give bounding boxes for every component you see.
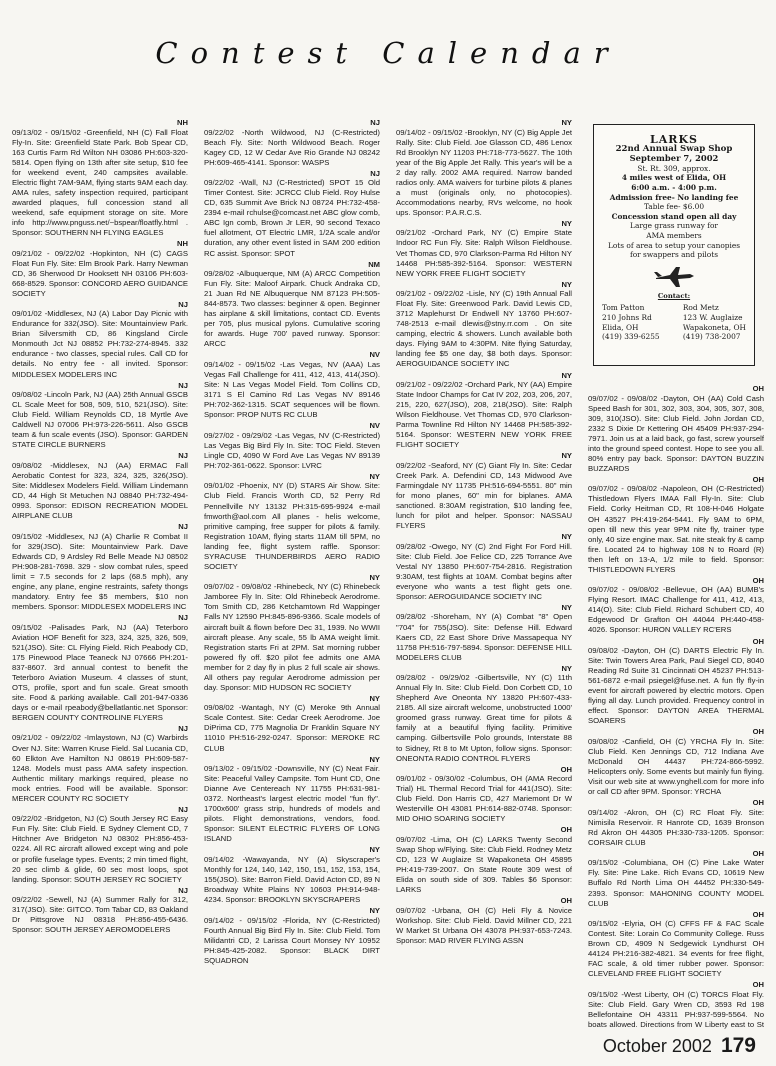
- state-heading: NJ: [178, 804, 188, 814]
- entry-text: 09/21/02 - 09/22/02 -Lisle, NY (C) 19th Annual Fall Float Fly. Site: Greenwood Park. David Lewis CD, 3712 Maplehurst Dr Endwell NY 13760 PH:607-748-2513 e-mail dlewis@stny.rr.com . On site camping, electric & showers. Lunch available both days. Flying 9AM to 4:30PM. Nite flying Saturday, landing fee $5 one day, $8 both days. Sponsor: AEROGUIDANCE SOCIETY INC: [396, 289, 572, 369]
- page-number: 179: [720, 1034, 756, 1057]
- calendar-entry: [588, 637, 764, 727]
- calendar-entry: [588, 980, 764, 1029]
- calendar-entry: [204, 694, 380, 754]
- state-heading: OH: [560, 896, 572, 906]
- state-heading: NY: [369, 693, 380, 703]
- entry-text: 09/07/02 - 09/08/02 -Bellevue, OH (AA) BUMB's Flying Resort. IMAC Challenge for 411, 412, 413, 414(O). Site: Club Field. Richard Schubert CD, 40 Edgewood Dr Grafton OH 44044 PH:440-458-4026. Sponsor: HURON VALLEY RC'ERS: [588, 585, 764, 635]
- calendar-entry: [396, 280, 572, 370]
- entry-text: 09/15/02 -Columbiana, OH (C) Pine Lake Water Fly. Site: Pine Lake. Rich Evans CD, 10619 New Buffalo Rd North Lima OH 44452 PH:330-549-2393. Sponsor: MAHONING COUNTY MODEL CLUB: [588, 858, 764, 908]
- state-heading: OH: [752, 636, 764, 646]
- state-heading: NJ: [178, 299, 188, 309]
- calendar-entry: [204, 260, 380, 350]
- calendar-entry: [396, 219, 572, 279]
- state-heading: NJ: [178, 885, 188, 895]
- ad-line: St. Rt. 309, approx.: [637, 163, 711, 173]
- contact-street: 123 W. Auglaize: [682, 312, 743, 322]
- state-heading: OH: [752, 575, 764, 585]
- calendar-entry: [396, 532, 572, 602]
- state-heading: NJ: [178, 613, 188, 623]
- entry-text: 09/27/02 - 09/29/02 -Las Vegas, NV (C-Restricted) Las Vegas Big Bird Fly In. Site: TOC Field. Steven Lingle CD, 4090 W Ford Ave Las Vegas NV 89139 PH:702-361-0622. Sponsor: LVRC: [204, 430, 380, 470]
- contact-phone: (419) 738-2007: [682, 332, 741, 342]
- state-heading: OH: [752, 384, 764, 393]
- state-heading: NY: [369, 845, 380, 855]
- entry-text: 09/08/02 -Middlesex, NJ (AA) ERMAC Fall Aerobatic Contest for 323, 324, 325, 326(JSO). Site: Middlesex Modelers Field. William Lindemann CD, 44 High St Metuchen NJ 08840 PH:732-494-0993. Sponsor: EDISON RECREATION MODEL AIRPLANE CLUB: [12, 460, 188, 521]
- state-heading: OH: [752, 848, 764, 858]
- calendar-entry: [12, 522, 188, 612]
- entry-text: 09/14/02 - 09/15/02 -Florida, NY (C-Restricted) Fourth Annual Big Bird Fly In. Site: Club Field. Tom Milidantri CD, 2 Larissa Court Monsey NY 10952 PH:845-425-2082. Sponsor: BLACK DIRT SQUADRON: [204, 915, 380, 965]
- calendar-entry: [396, 371, 572, 451]
- calendar-entry: [396, 118, 572, 218]
- state-heading: NY: [369, 471, 380, 481]
- state-heading: NM: [368, 259, 380, 269]
- state-heading: OH: [752, 727, 764, 737]
- calendar-entry: [396, 765, 572, 825]
- state-heading: NY: [369, 754, 380, 764]
- state-heading: OH: [752, 474, 764, 484]
- entry-text: 09/14/02 -Wawayanda, NY (A) Skyscraper's Monthly for 124, 140, 142, 150, 151, 152, 153, 154, 155(JSO). Site: Barron Field. David Acton CD, 89 N Broadway White Plains NY 10603 PH:914-948-4234. Sponsor: BROOKLYN SKYSCRAPERS: [204, 854, 380, 905]
- calendar-entry: [588, 849, 764, 909]
- entry-text: 09/14/02 - 09/15/02 -Brooklyn, NY (C) Big Apple Jet Rally. Site: Club Field. Joe Glasson CD, 486 Lenox Rd Brooklyn NY 11203 PH:718-773-5627. The 10th year of the Big Apple Jet Rally. This year's will be a 2 day rally. 2002 AMA required. Narrow banded radios only. AMA waivers for turbine pilots & planes a must (originals only, no photocopies). Accommodations nearby, RVs welcome, no hook ups. Sponsor: P.A.R.C.S.: [396, 127, 572, 217]
- entry-text: 09/28/02 -Albuquerque, NM (A) ARCC Competition Fun Fly. Site: Maloof Airpark. Chuck Andraka CD, 21 Juan Rd NE Albuquerque NM 87123 PH:505-844-8573. Two classes: beginner & open. Beginner has airplane & skill limitations, contact CD. Events per 705, plus musical pylons. Cumulative scoring for awards. Huge 700' paved runway. Sponsor: ARCC: [204, 269, 380, 349]
- entry-text: 09/22/02 -Sewell, NJ (A) Summer Rally for 312, 317(JSO). Site: GITCO. Tom Tabar CD, 83 Oakland Dr Pittsgrove NJ 08318 PH:856-455-6436. Sponsor: SOUTH JERSEY AEROMODELERS: [12, 895, 188, 935]
- entry-text: 09/07/02 -Urbana, OH (C) Heli Fly & Novice Workshop. Site: Club Field. David Millner CD, 221 W Market St Urbana OH 43078 PH:937-653-7243. Sponsor: MAD RIVER FLYING ASSN: [396, 905, 572, 945]
- state-heading: OH: [560, 764, 572, 774]
- ad-event-title: 22nd Annual Swap Shop: [615, 143, 733, 154]
- entry-text: 09/01/02 - 09/30/02 -Columbus, OH (AMA Record Trial) HL Thermal Record Trial for 441(JSO). Site: Club Field. Don Harris CD, 427 Mariemont Dr W Westerville OH 43081 PH:614-882-0748. Sponsor: MID OHIO SOARING SOCIETY: [396, 774, 572, 824]
- entry-text: 09/07/02 -Lima, OH (C) LARKS Twenty Second Swap Shop w/Flying. Site: Club Field. Rodney Metz CD, 123 W Auglaize St Wapakoneta OH 45895 PH:419-739-2007. On State Route 309 west of Elida on south side of 309. Tables $6 Sponsor: LARKS: [396, 834, 572, 895]
- calendar-entry: [204, 350, 380, 420]
- state-heading: NY: [561, 663, 572, 673]
- ad-contacts: [594, 303, 754, 341]
- state-heading: NJ: [370, 168, 380, 178]
- ad-line: Admission free- No landing fee: [609, 192, 739, 202]
- calendar-entry: [12, 805, 188, 885]
- calendar-entry: [588, 727, 764, 797]
- page-footer: [603, 1034, 756, 1058]
- ad-contact-title: Contact:: [657, 291, 691, 300]
- calendar-entry: [204, 118, 380, 168]
- calendar-entry: [12, 724, 188, 804]
- calendar-entry: [12, 886, 188, 936]
- entry-text: 09/01/02 -Phoenix, NY (D) STARS Air Show. Site: Club Field. Francis Worth CD, 52 Perry Rd Pennellville NY 13132 PH:315-695-9924 e-mail fmworth@aol.com All planes - helis welcome, primitive camping, free supper for pilots & family. Registration 10AM, flying starts 11AM till 5PM, no landing fee, flight system raffle. Sponsor: SYRACUSE THUNDERBIRDS AERO RADIO SOCIETY: [204, 481, 380, 571]
- calendar-entry: [396, 896, 572, 946]
- calendar-entry: [588, 475, 764, 575]
- entry-text: 09/21/02 - 09/22/02 -Hopkinton, NH (C) CAGS Float Fun Fly. Site: Elm Brook Park. Harry Newman CD, 36 Sherwood Dr Hooksett NH 03106 PH:603-668-8529. Sponsor: CONCORD AERO GUIDANCE SOCIETY: [12, 248, 188, 298]
- ad-line: AMA members: [646, 230, 702, 240]
- calendar-entry: [12, 381, 188, 451]
- entry-text: 09/14/02 - 09/15/02 -Las Vegas, NV (AAA) Las Vegas Fall Challenge for 411, 412, 413, 414(JSO). Site: N Las Vegas Model Field. Tom Collins CD, 3171 S El Camino Rd Las Vegas NV 89146 PH:702-362-1315. SCAT sequences will be flown. Sponsor: PROP NUTS RC CLUB: [204, 359, 380, 420]
- state-heading: NJ: [178, 380, 188, 390]
- state-heading: NV: [369, 421, 380, 431]
- calendar-column-3: [396, 118, 572, 1042]
- entry-text: 09/21/02 -Orchard Park, NY (C) Empire State Indoor RC Fun Fly. Site: Ralph Wilson Fieldhouse. Vet Thomas CD, 970 Clarkson-Parma Rd Hilton NY 14468 PH:585-392-5164. Sponsor: WESTERN NEW YORK FREE FLIGHT SOCIETY: [396, 228, 572, 278]
- calendar-entry: [204, 573, 380, 693]
- ad-line: Large grass runway for: [630, 221, 718, 231]
- state-heading: OH: [752, 909, 764, 919]
- state-heading: NY: [561, 451, 572, 461]
- state-heading: NV: [369, 350, 380, 360]
- entry-text: 09/07/02 - 09/08/02 -Dayton, OH (AA) Cold Cash Speed Bash for 301, 302, 303, 304, 305, 307, 308, 309, 310(JSO). Site: Club Field. John Jordan CD, 2332 S Dixie Dr Kettering OH 45409 PH:937-294-7971. Join us at a laid back, go fast, screw yourself into the ground speed contest. Hope to see you all. 80% entry pay back. Sponsor: DAYTON BUZZIN BUZZARDS: [588, 393, 764, 473]
- calendar-entry: [588, 798, 764, 848]
- state-heading: OH: [752, 980, 764, 990]
- calendar-entry: [204, 421, 380, 471]
- ad-logo: LARKS: [650, 133, 698, 146]
- page-title: Contest Calendar: [155, 36, 621, 70]
- entry-text: 09/08/02 -Canfield, OH (C) YRCHA Fly In. Site: Club Field. Ken Jennings CD, 712 Indiana Ave McDonald OH 44437 PH:724-866-5992. Helicopters only. Some events but mainly fun flying. Visit our web site at www.ynghell.com for more info or call CD after 9PM. Sponsor: YRCHA: [588, 736, 764, 797]
- larks-swap-shop-ad: [593, 124, 755, 366]
- calendar-entry: [204, 845, 380, 905]
- state-heading: NY: [561, 532, 572, 542]
- entry-text: 09/15/02 -Palisades Park, NJ (AA) Teterboro Aviation HOF Benefit for 323, 324, 325, 326, 509, 521(JSO). Site: CL Flying Field. Rich Peabody CD, 175 Pinewood Place Teaneck NJ 07666 PH:201-837-8607. 3rd annual contest to benefit the Teterboro Aviation Museum. 4 classes of stunt, OTS, profile, sport and fun scale. Great smooth site. Food & parking available. Call 201-947-0336 days or e-mail rpeabody@bellatlantic.net Sponsor: BERGEN COUNTY CONTROLINE FLYERS: [12, 622, 188, 722]
- ad-line: Concession stand open all day: [611, 211, 737, 221]
- issue-date: October 2002: [602, 1036, 712, 1056]
- calendar-entry: [588, 576, 764, 636]
- state-heading: NY: [561, 370, 572, 380]
- calendar-entry: [204, 472, 380, 572]
- entry-text: 09/07/02 - 09/08/02 -Napoleon, OH (C-Restricted) Thistledown Flyers IMAA Fall Fly-In. Site: Club Field. Corky Heitman CD, Rt 108-H-046 Holgate OH 43527 PH:419-264-5441. Fly 9AM to 6PM, open till new this year 9PM nite fly, trainer type only, 40 size engine max. Sat. nite steak fry & camp fire. Located 24 to highway 108 N to Roard (R) then left on 13-A, 1/2 mile to field. Sponsor: THISTLEDOWN FLYERS: [588, 484, 764, 574]
- entry-text: 09/15/02 -West Liberty, OH (C) TORCS Float Fly. Site: Club Field. Gary Wren CD, 3593 Rd 198 Bellefontaine OH 43311 PH:937-599-5564. No boats allowed. Directions from W Liberty east to St: [588, 989, 764, 1029]
- entry-text: 09/07/02 - 09/08/02 -Rhinebeck, NY (C) Rhinebeck Jamboree Fly In. Site: Old Rhinebeck Aerodrome. Tom Smith CD, 286 Ketchamtown Rd Wappinger Falls NY 12590 PH:845-896-9366. Scale models of aircraft built & flown before Dec 31, 1939. No WWII aircraft please. Any scale, 55 lb AMA weight limit. Registration starts Fri at 2PM. Sat morning rubber powered fly off. $20 pilot fee admits one AMA member for 2 day fly in plus 2 full scale air shows. All others pay regular Aerodrome admission per day. Sponsor: MID HUDSON RC SOCIETY: [204, 582, 380, 692]
- contact-city: Elida, OH: [602, 322, 639, 332]
- calendar-column-2: [204, 118, 380, 1042]
- state-heading: NY: [369, 906, 380, 916]
- calendar-entry: [12, 300, 188, 380]
- entry-text: 09/14/02 -Akron, OH (C) RC Float Fly. Site: Nimisila Reservoir. R Hanrote CD, 1639 Bronson Rd Akron OH 44305 PH:330-733-1205. Sponsor: CORSAIR CLUB: [588, 807, 764, 847]
- entry-text: 09/13/02 - 09/15/02 -Greenfield, NH (C) Fall Float Fly-In. Site: Greenfield State Park. Bob Spear CD, 163 Curtis Farm Rd Wilton NH 03086 PH:603-320-5814. Open flying on 13th after site setup, $10 fee for weekend event, 240 campsites available. Electric flight 7AM-9AM, flying starts 9AM each day. AMA rules, safety inspection required, participant awarded plaques, full concession stand all weekend, safe equipment storage on site. More info http://www.pnguss.net/~bspear/floatfly.html . Sponsor: SOUTHERN NH FLYING EAGLES: [12, 127, 188, 237]
- entry-text: 09/15/02 -Elyria, OH (C) CFFS FF & FAC Scale Contest. Site: Lorain Co Community College. Russ Brown CD, 4909 N Sedgewick Lyndhurst OH 44124 PH:216-382-4821. 34 events for free flight, FAC scale, & old timer rubber power. Sponsor: CLEVELAND FREE FLIGHT SOCIETY: [588, 919, 764, 979]
- state-heading: NY: [561, 279, 572, 289]
- ad-line: 6:00 a.m. - 4:00 p.m.: [631, 182, 717, 192]
- calendar-entry: [12, 118, 188, 238]
- entry-text: 09/28/02 -Owego, NY (C) 2nd Fight For Ford Hill. Site: Club Field. Joe Felice CD, 225 Torrance Ave Vestal NY 13850 PH:607-754-2816. Registration 9:30AM, test flights at 10AM. Combat begins after everyone who wants a test flight gets one. Sponsor: AEROGUIDANCE SOCIETY INC: [396, 541, 572, 601]
- state-heading: NY: [369, 572, 380, 582]
- calendar-entry: [396, 451, 572, 531]
- calendar-column-1: [12, 118, 188, 1042]
- ad-contact: [602, 303, 660, 341]
- calendar-entry: [396, 825, 572, 895]
- state-heading: NH: [177, 118, 188, 127]
- state-heading: NY: [561, 218, 572, 228]
- calendar-entry: [588, 384, 764, 474]
- entry-text: 09/21/02 - 09/22/02 -Orchard Park, NY (AA) Empire State Indoor Champs for Cat IV 202, 203, 206, 207, 215, 220, 627(JSO), 208, 218(JSO). Site: Ralph Wilson Fieldhouse. Vet Thomas CD, 970 Clarkson-Parma Townline Rd Hilton NY 14468 PH:585-392-5164. Sponsor: WESTERN NEW YORK FREE FLIGHT SOCIETY: [396, 380, 572, 450]
- entry-text: 09/08/02 -Lincoln Park, NJ (AA) 25th Annual GSCB CL Scale Meet for 508, 509, 510, 521(JSO). Site: Club Field. William Reynolds CD, 18 Myrtle Ave Caldwell NJ 07006 PH:973-226-5611. Also GSCB team & fun scale events (JSO). Sponsor: GARDEN STATE CIRCLE BURNERS: [12, 390, 188, 450]
- state-heading: NJ: [370, 118, 380, 127]
- entry-text: 09/01/02 -Middlesex, NJ (A) Labor Day Picnic with Endurance for 332(JSO). Site: Mountainview Park. Brian Silversmith CD, 86 Kingsland Circle Monmouth Jct NJ 08852 PH:732-274-8945. 332 endurance - two classes, special rules. Call CD for details. No entry fee - all invited. Sponsor: MIDDLESEX MODELERS INC: [12, 309, 188, 379]
- calendar-entry: [12, 451, 188, 521]
- contact-city: Wapakoneta, OH: [682, 322, 746, 332]
- entry-text: 09/13/02 - 09/15/02 -Downsville, NY (C) Neat Fair. Site: Peaceful Valley Campsite. Tom Hunt CD, One Dianne Ave Centereach NY 11755 PH:631-981-0372. Northeast's largest electric model "fun fly". 1700x600' grass strip, hundreds of models and pilots. Flight demonstrations, vendors, food. Sponsor: SILENT ELECTRIC FLYERS OF LONG ISLAND: [204, 764, 380, 844]
- state-heading: NJ: [178, 723, 188, 733]
- state-heading: NY: [561, 118, 572, 127]
- entry-text: 09/22/02 -Seaford, NY (C) Giant Fly In. Site: Cedar Creek Park. A. Defendini CD, 143 Midwood Ave Farmingdale NY 11735 PH:516-694-5551. 80" min for mono planes, 60" min for biplanes. AMA sanctioned. 8:30AM registration, $10 landing fee, lunch for pilot and helper. Sponsor: NASSAU FLYERS: [396, 460, 572, 531]
- calendar-entry: [12, 613, 188, 723]
- state-heading: NJ: [178, 522, 188, 532]
- calendar-entry: [204, 755, 380, 845]
- calendar-entry: [588, 910, 764, 980]
- contact-name: Rod Metz: [682, 303, 719, 313]
- entry-text: 09/22/02 -North Wildwood, NJ (C-Restricted) Beach Fly. Site: North Wildwood Beach. Roger Kagey CD, 12 W Cedar Ave Rio Grande NJ 08242 PH:609-465-4141. Sponsor: WASPS: [204, 127, 380, 167]
- ad-line: Lots of area to setup your canopies: [607, 240, 741, 250]
- state-heading: NY: [561, 602, 572, 612]
- ad-contact: [683, 303, 746, 341]
- state-heading: NH: [177, 239, 188, 249]
- calendar-column-4: [588, 384, 764, 1029]
- entry-text: 09/28/02 - 09/29/02 -Gilbertsville, NY (C) 11th Annual Fly In. Site: Club Field. Don Corbett CD, 10 Shepherd Ave Oneonta NY 13820 PH:607-433-2185. All size aircraft welcome, unobstructed 1000' groomed grass runway. Great time for pilots & family at a beautiful flying facility. Primitive camping. Gilbertsville Polo grounds, Interstate 88 to Sidney, Rt 8 to Mt Upton, follow signs. Sponsor: ONEONTA RADIO CONTROL FLYERS: [396, 673, 572, 763]
- calendar-entry: [396, 664, 572, 764]
- entry-text: 09/15/02 -Middlesex, NJ (A) Charlie R Combat II for 329(JSO). Site: Mountainview Park. Dave Edwards CD, 9 Ardsley Rd Belle Meade NJ 08502 PH:908-281-7698. 329 - slow combat rules, speed limit = 7.5 seconds for 2 laps (68.5 mph), any engine, any plane, engine restraints, safety thongs mandatory. Entry fee $5 members, $10 non members. Sponsor: MIDDLESEX MODELERS INC: [12, 531, 188, 611]
- state-heading: NJ: [178, 451, 188, 461]
- contact-phone: (419) 339-6255: [602, 332, 660, 342]
- ad-line: Table fee- $6.00: [643, 202, 705, 212]
- contact-name: Tom Patton: [602, 303, 645, 313]
- airplane-icon: [652, 264, 696, 290]
- entry-text: 09/22/02 -Bridgeton, NJ (C) South Jersey RC Easy Fun Fly. Site: Club Field. E Sydney Clement CD, 7 Hitchner Ave Bridgeton NJ 08302 PH:856-453-0224. All RC aircraft allowed except wing and pole or profile fuselage types. Events; 2 min timed flight, 20 sec climb & glide, 60 sec most loops, spot landing. Sponsor: SOUTH JERSEY RC SOCIETY: [12, 814, 188, 884]
- entry-text: 09/08/02 -Dayton, OH (C) DARTS Electric Fly In. Site: Twin Towers Area Park, Paul Siegel CD, 8040 Reading Rd Suite 31 Cincinnati OH 45237 PH:513-561-6872 e-mail psiegel@fuse.net. A fun fly fly-in event for aircraft powered by electric motors. Open flying all day. Lunch provided. Frequency control in effect. Sponsor: DAYTON AREA THERMAL SOARERS: [588, 646, 764, 726]
- calendar-entry: [204, 169, 380, 259]
- entry-text: 09/22/02 -Wall, NJ (C-Restricted) SPOT 15 Old Timer Contest. Site: JCRCC Club Field. Roy Hulse CD, 635 Summit Ave Brick NJ 08724 PH:732-458-2394 e-mail rchulse@comcast.net ABC glow comb, ABC Ign comb, Brown Jr LER, 90 second Texaco fuel allotment, OT Electric LMR, 1/2A scale and/or duration, any other event listed in SAM 200 edition RC assist. Sponsor: SPOT: [204, 178, 380, 258]
- ad-line: 4 miles west of Elida, OH: [621, 173, 727, 183]
- calendar-entry: [396, 603, 572, 663]
- ad-date: September 7, 2002: [629, 153, 719, 164]
- state-heading: OH: [560, 825, 572, 835]
- ad-line: for swappers and pilots: [629, 250, 719, 260]
- contact-street: 210 Johns Rd: [602, 312, 652, 322]
- state-heading: OH: [752, 798, 764, 808]
- entry-text: 09/28/02 -Shoreham, NY (A) Combat "8" Open "704" for 755(JSO). Site: Defense Hill. Edward Kaers CD, 22 East Shore Drive Massapequa NY 11758 PH:516-797-5894. Sponsor: DEFENSE HILL MODELERS CLUB: [396, 612, 572, 662]
- calendar-entry: [12, 239, 188, 299]
- entry-text: 09/08/02 -Wantagh, NY (C) Meroke 9th Annual Scale Contest. Site: Cedar Creek Aerodrome. Joe DiPrima CD, 775 Magnolia Dr Franklin Square NY 11010 PH:516-292-0247. Sponsor: MEROKE RC CLUB: [204, 703, 380, 753]
- calendar-entry: [204, 906, 380, 966]
- entry-text: 09/21/02 - 09/22/02 -Imlaystown, NJ (C) Warbirds Over NJ. Site: Warren Kruse Field. Sal Lucania CD, 60 Elkton Ave Hamilton NJ 08619 PH:609-587-1248. Models must pass AMA safety inspection. Authentic military markings required, please no mock entries. Food will be available. Sponsor: MERCER COUNTY RC SOCIETY: [12, 733, 188, 803]
